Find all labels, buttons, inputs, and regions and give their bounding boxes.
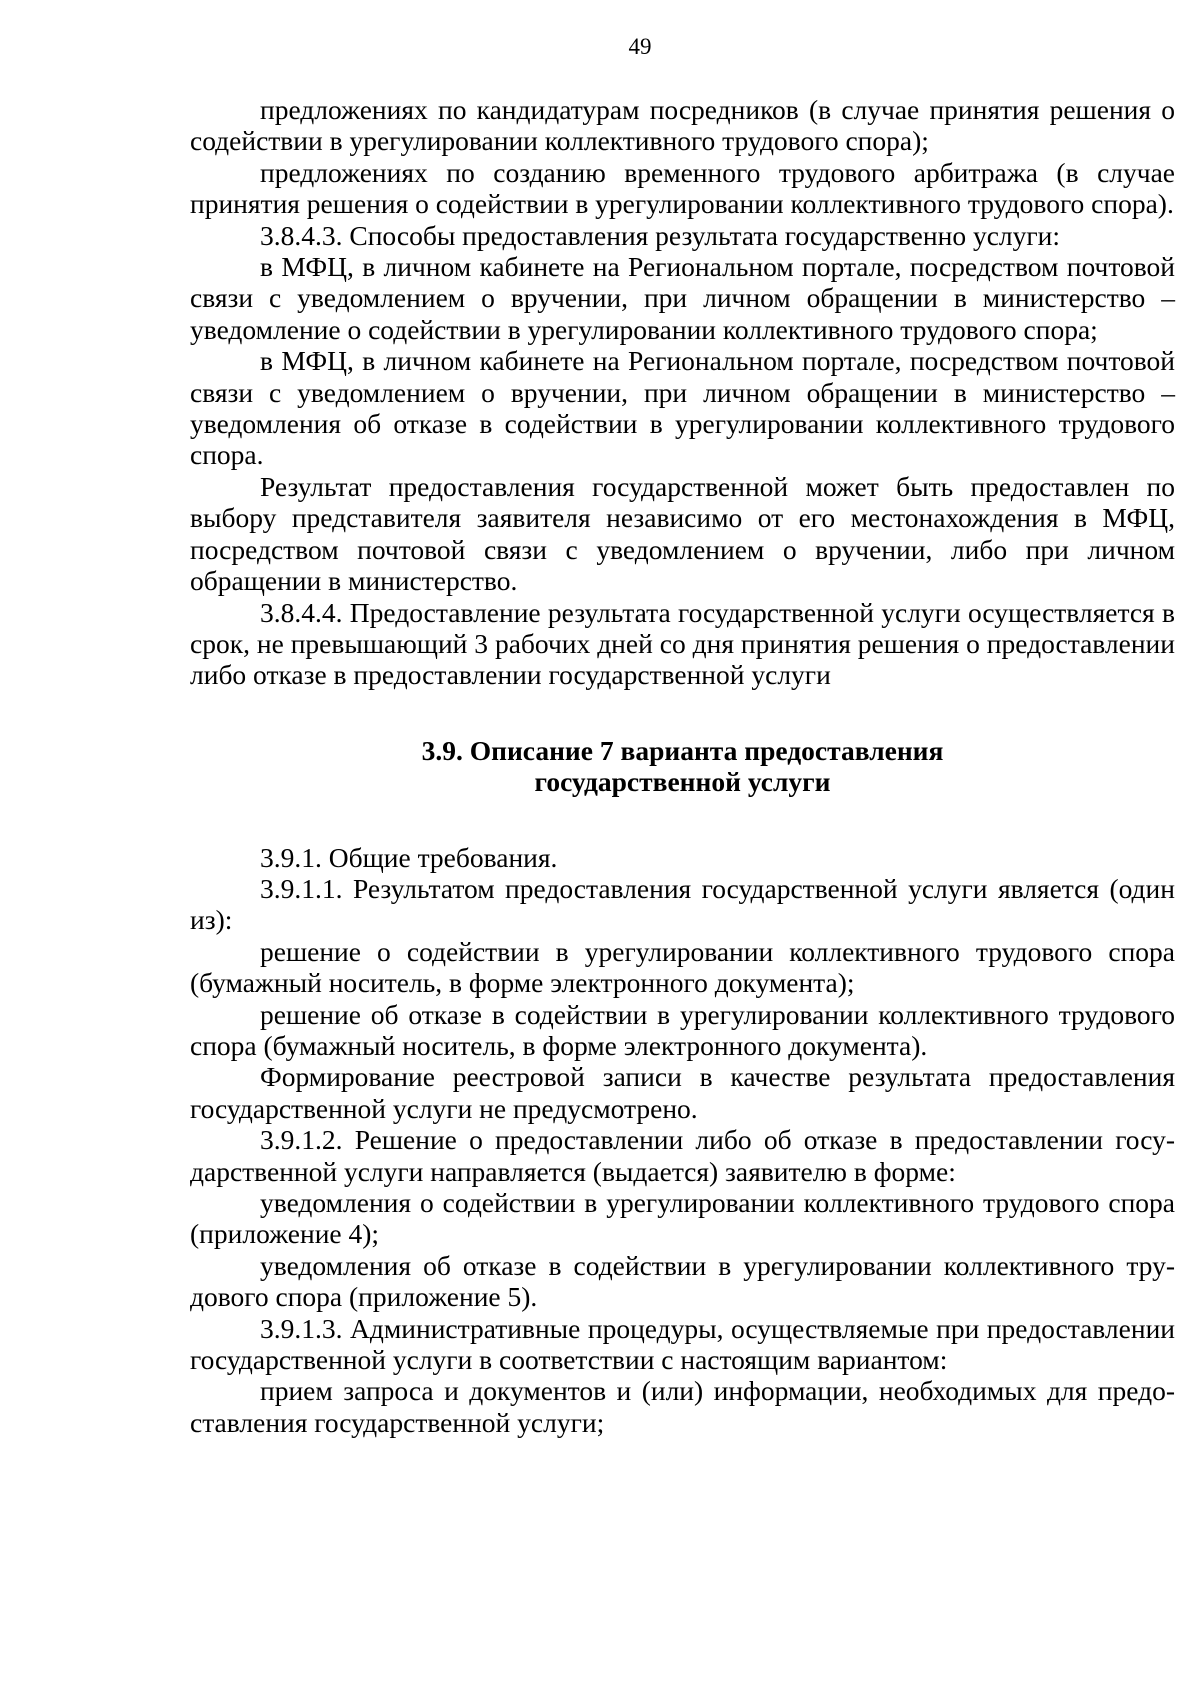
paragraph: Формирование реестровой записи в качестве результата предоставления государственной услуги не предусмотрено.	[190, 1061, 1175, 1124]
section-heading	[190, 735, 1175, 798]
paragraph: решение о содействии в урегулировании коллективного трудового спора (бумажный носитель, в форме электронного документа);	[190, 935, 1175, 999]
section-heading-line: 3.9. Описание 7 варианта предоставления	[421, 734, 944, 766]
paragraph: предложениях по кандидатурам посредников (в случае принятия решения о содействии в урегулировании коллективного трудового спора);	[190, 94, 1175, 157]
paragraph: прием запроса и документов и (или) информации, необходимых для предоставления государственной услуги;	[190, 1375, 1175, 1438]
paragraph: в МФЦ, в личном кабинете на Региональном портале, посредством почтовой связи с уведомлением о вручении, при личном обращении в министерство – уведомление о содействии в урегулировании коллективного трудового спора;	[190, 251, 1175, 345]
paragraph: 3.9.1. Общие требования.	[260, 841, 558, 873]
document-body	[190, 94, 1175, 1438]
paragraph: Результат предоставления государственной может быть предоставлен по выбору представителя заявителя независимо от его местонахождения в МФЦ, посредством почтовой связи с уведомлением о вручении, либо при личном обращении в министерство.	[190, 470, 1175, 597]
paragraph: 3.9.1.1. Результатом предоставления государственной услуги является (один из):	[190, 872, 1175, 936]
paragraph: уведомления о содействии в урегулировании коллективного трудового спора (приложение 4);	[190, 1187, 1175, 1250]
paragraph: уведомления об отказе в содействии в урегулировании коллективного трудового спора (приложение 5).	[190, 1249, 1175, 1313]
page-number: 49	[628, 34, 652, 59]
paragraph: 3.9.1.2. Решение о предоставлении либо об отказе в предоставлении государственной услуги направляется (выдается) заявителю в форме:	[190, 1124, 1175, 1187]
paragraph: 3.8.4.3. Способы предоставления результата государственно услуги:	[260, 219, 1061, 251]
paragraph: предложениях по созданию временного трудового арбитража (в случае принятия решения о содействии в урегулировании коллективного трудового спора).	[190, 156, 1175, 220]
section-heading-line: государственной услуги	[534, 766, 831, 798]
paragraph: в МФЦ, в личном кабинете на Региональном портале, посредством почтовой связи с уведомлением о вручении, при личном обращении в министерство – уведомления об отказе в содействии в урегулировании коллективного трудового спора.	[190, 345, 1175, 471]
paragraph: 3.9.1.3. Административные процедуры, осуществляемые при предоставлении государственной услуги в соответствии с настоящим вариантом:	[190, 1312, 1175, 1376]
paragraph: решение об отказе в содействии в урегулировании коллективного трудового спора (бумажный носитель, в форме электронного документа).	[190, 998, 1175, 1061]
paragraph: 3.8.4.4. Предоставление результата государственной услуги осуществляется в срок, не превышающий 3 рабочих дней со дня принятия решения о предоставлении либо отказе в предоставлении государственной услуги	[190, 596, 1175, 691]
